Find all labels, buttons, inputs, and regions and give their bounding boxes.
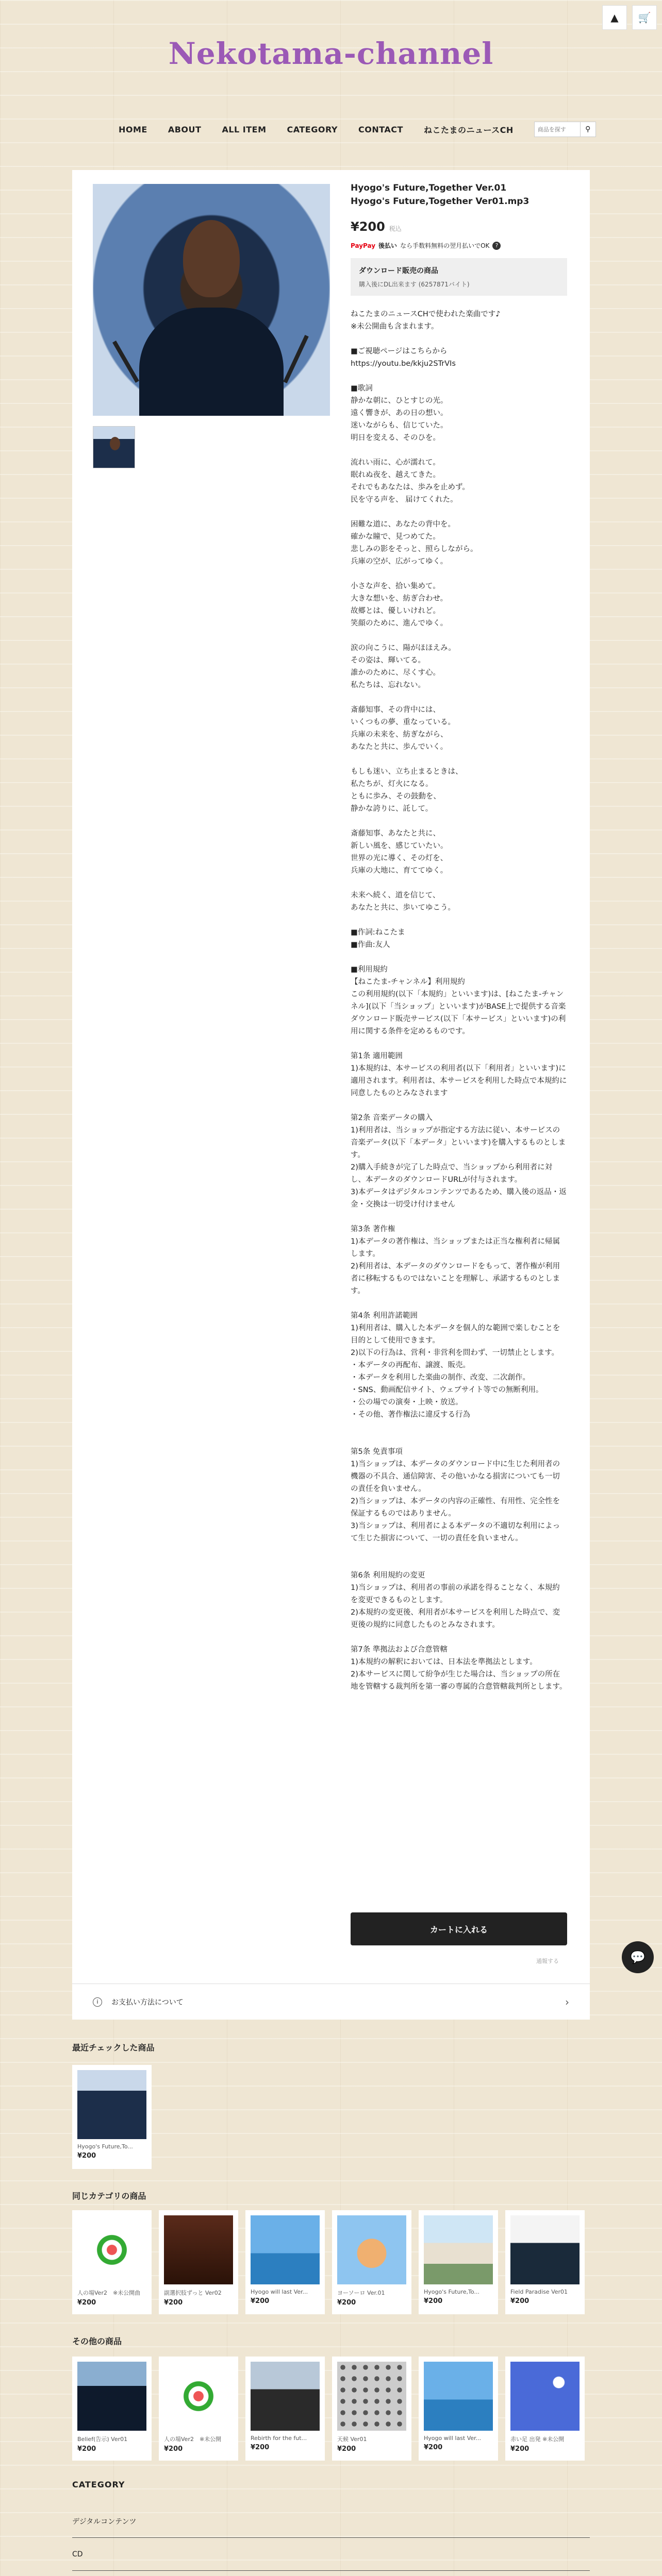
product-image xyxy=(510,2362,580,2431)
product-card-small[interactable] xyxy=(159,2357,238,2461)
report-link[interactable]: 通報する xyxy=(536,1958,559,1964)
product-title: Hyogo's Future,Together Ver.01 Hyogo's Future,Together Ver01.mp3 xyxy=(351,183,529,207)
product-image xyxy=(510,2215,580,2284)
nav-contact[interactable]: CONTACT xyxy=(358,124,403,134)
add-to-cart-button[interactable]: カートに入れる xyxy=(351,1912,567,1945)
image-face xyxy=(183,220,240,297)
category-list xyxy=(72,2505,590,2576)
product-image xyxy=(164,2215,233,2284)
payment-method-row[interactable] xyxy=(72,1984,590,2020)
search-box xyxy=(534,122,596,137)
product-image xyxy=(77,2215,146,2284)
payment-method-label: お支払い方法について xyxy=(111,1998,184,2007)
product-name: Belief(告示) Ver01 xyxy=(77,2436,128,2443)
product-card-small[interactable] xyxy=(332,2210,411,2314)
nav-news-ch[interactable]: ねこたまのニュースCH xyxy=(423,125,514,135)
product-card-small[interactable] xyxy=(505,2210,585,2314)
download-file-info: 購入後にDL出来ます (6257871バイト) xyxy=(359,281,470,288)
product-card-small[interactable] xyxy=(419,2210,498,2314)
product-thumbnail[interactable] xyxy=(93,426,135,468)
product-price: ¥200 xyxy=(251,2444,270,2451)
category-item-digital[interactable]: デジタルコンテンツ xyxy=(72,2505,590,2538)
product-name: 天候 Ver01 xyxy=(337,2436,367,2443)
product-price: ¥200 xyxy=(164,2299,183,2307)
product-price: ¥200 xyxy=(164,2445,183,2453)
info-icon: i xyxy=(93,1997,102,2007)
product-card-small[interactable] xyxy=(245,2357,325,2461)
download-info-box xyxy=(351,258,567,296)
product-card-small[interactable] xyxy=(505,2357,585,2461)
recent-list xyxy=(72,2065,152,2169)
product-card-small[interactable] xyxy=(332,2357,411,2461)
product-image xyxy=(77,2362,146,2431)
product-price: ¥200 xyxy=(251,2297,270,2305)
product-name: 副選択肢ずっと Ver02 xyxy=(164,2290,222,2296)
product-main-image[interactable] xyxy=(93,184,330,416)
nav-all-item[interactable]: ALL ITEM xyxy=(222,124,267,134)
product-card-small[interactable] xyxy=(245,2210,325,2314)
search-icon[interactable]: ⚲ xyxy=(581,122,596,137)
product-card-small[interactable] xyxy=(419,2357,498,2461)
product-name: Hyogo's Future,To... xyxy=(77,2143,133,2150)
paypay-brand: PayPay xyxy=(351,242,376,249)
product-image xyxy=(337,2362,406,2431)
tax-label: 税込 xyxy=(389,225,402,232)
image-mic-right xyxy=(283,335,309,383)
product-card-small[interactable] xyxy=(72,2065,152,2169)
category-title: CATEGORY xyxy=(72,2480,125,2489)
product-price: ¥200 xyxy=(77,2152,96,2160)
product-image xyxy=(251,2362,320,2431)
product-price: ¥200 xyxy=(337,2445,356,2453)
product-card xyxy=(72,170,590,2020)
product-price: ¥200 xyxy=(510,2297,529,2305)
paypay-note: なら手数料無料の翌月払いでOK xyxy=(400,242,490,249)
product-image xyxy=(77,2070,146,2139)
recent-title: 最近チェックした商品 xyxy=(72,2043,155,2053)
global-nav xyxy=(119,122,596,137)
product-price: ¥200 xyxy=(351,219,385,234)
other-products-title: その他の商品 xyxy=(72,2336,122,2346)
help-icon[interactable]: ? xyxy=(492,242,501,250)
product-price: ¥200 xyxy=(424,2297,443,2305)
product-image xyxy=(164,2362,233,2431)
product-image xyxy=(424,2215,493,2284)
product-name: Hyogo's Future,To... xyxy=(424,2289,479,2295)
search-input[interactable] xyxy=(534,122,581,137)
paypay-later-label: 後払い xyxy=(378,242,398,249)
same-category-title: 同じカテゴリの商品 xyxy=(72,2191,146,2201)
same-category-list xyxy=(72,2210,585,2314)
product-name: Field Paradise Ver01 xyxy=(510,2289,568,2295)
nav-about[interactable]: ABOUT xyxy=(168,124,202,134)
cart-icon[interactable]: 🛒 xyxy=(632,5,657,30)
image-figure xyxy=(139,308,284,416)
product-price: ¥200 xyxy=(510,2445,529,2453)
site-header xyxy=(0,0,662,155)
user-icon[interactable]: ▲ xyxy=(602,5,627,30)
nav-home[interactable]: HOME xyxy=(119,124,147,134)
product-card-small[interactable] xyxy=(72,2210,152,2314)
header-icons xyxy=(602,5,657,30)
product-name: ヨーソーロ Ver.01 xyxy=(337,2290,385,2296)
download-title: ダウンロード販売の商品 xyxy=(359,267,438,275)
product-price: ¥200 xyxy=(77,2445,96,2453)
product-name: Rebirth for the fut... xyxy=(251,2435,307,2442)
site-logo[interactable]: Nekotama-channel xyxy=(168,36,494,71)
product-price: ¥200 xyxy=(77,2299,96,2307)
chat-icon[interactable]: 💬 xyxy=(622,1941,654,1973)
product-price: ¥200 xyxy=(424,2444,443,2451)
product-name: Hyogo will last Ver... xyxy=(251,2289,308,2295)
product-card-small[interactable] xyxy=(72,2357,152,2461)
other-products-list xyxy=(72,2357,585,2461)
product-image xyxy=(251,2215,320,2284)
product-name: 人の場Ver2 ※未公開曲 xyxy=(77,2290,141,2296)
image-mic-left xyxy=(112,341,139,383)
product-image xyxy=(424,2362,493,2431)
product-card-small[interactable] xyxy=(159,2210,238,2314)
category-item-goods[interactable] xyxy=(72,2571,590,2576)
thumbnail-face xyxy=(110,437,120,450)
price-row xyxy=(351,219,567,234)
product-image xyxy=(337,2215,406,2284)
paypay-banner xyxy=(351,241,567,250)
category-item-cd[interactable]: CD xyxy=(72,2538,590,2571)
product-name: Hyogo will last Ver... xyxy=(424,2435,482,2442)
product-name: 赤い足 出発 ※未公開 xyxy=(510,2436,565,2443)
nav-category[interactable]: CATEGORY xyxy=(287,124,338,134)
product-name: 人の場Ver2 ※未公開 xyxy=(164,2436,222,2443)
product-info xyxy=(351,181,567,1693)
product-description: ねこたまのニュースCHで使われた楽曲です♪ ※未公開曲も含まれます。 ■ご視聴ページはこちらから https://youtu.be/kkju2STrVIs ■歌詞 静かな朝に、ひとすじの光。 遠く響きが、あの日の想い。 迷いながらも、信じていた。 明日を変える、そのひを。 流れい雨に、心が濡れて。 眠れぬ夜を、越えてきた。 それでもあなたは、歩みを止めず。 民を守る声を、 届けてくれた。 困難な道に、あなたの背中を。 確かな瞳で、見つめてた。 悲しみの影をそっと、照らしながら。 兵庫の空が、広がってゆく。 小さな声を、拾い集めて。 大きな想いを、紡ぎ合わせ。 故郷とは、優しいけれど。 笑顔のために、進んでゆく。 涙の向こうに、陽がほほえみ。 その姿は、輝いてる。 誰かのために、尽くす心。 私たちは、忘れない。 斎藤知事、その背中には、 いくつもの夢、重なっている。 兵庫の未来を、紡ぎながら、 あなたと共に、歩んでいく。 もしも迷い、立ち止まるときは、 私たちが、灯火になる。 ともに歩み、その鼓動を、 静かな誇りに、託して。 斎藤知事、あなたと共に、 新しい風を、感じていたい。 世界の光に導く、その灯を、 兵庫の大地に、育ててゆく。 未来へ続く、道を信じて、 あなたと共に、歩いてゆこう。 ■作詞:ねこたま ■作曲:友人 ■利用規約 【ねこたま-チャンネル】利用規約 この利用規約(以下「本規約」といいます)は、[ねこたま-チャンネル](以下「当ショップ」といいます)がBASE上で提供する音楽ダウンロード販売サービス(以下「本サービス」といいます)の利用に関する条件を定めるものです。 第1条 適用範囲 1)本規約は、本サービスの利用者(以下「利用者」といいます)に適用されます。利用者は、本サービスを利用した時点で本規約に同意したものとみなされます 第2条 音楽データの購入 1)利用者は、当ショップが指定する方法に従い、本サービスの音楽データ(以下「本データ」といいます)を購入するものとします。 2)購入手続きが完了した時点で、当ショップから利用者に対し、本データのダウンロードURLが付与されます。 3)本データはデジタルコンテンツであるため、購入後の返品・返金・交換は一切受け付けません 第3条 著作権 1)本データの著作権は、当ショップまたは正当な権利者に帰属します。 2)利用者は、本データのダウンロードをもって、著作権が利用者に移転するものではないことを理解し、承諾するものとします。 第4条 利用許諾範囲 1)利用者は、購入した本データを個人的な範囲で楽しむことを目的として使用できます。 2)以下の行為は、営利・非営利を問わず、一切禁止とします。 ・本データの再配布、譲渡、販売。 ・本データを利用した楽曲の制作、改変、二次創作。 ・SNS、動画配信サイト、ウェブサイト等での無断利用。 ・公の場での演奏・上映・放送。 ・その他、著作権法に違反する行為 第5条 免責事項 1)当ショップは、本データのダウンロード中に生じた利用者の機器の不具合、通信障害、その他いかなる損害についても一切の責任を負いません。 2)当ショップは、本データの内容の正確性、有用性、完全性を保証するものではありません。 3)当ショップは、利用者による本データの不適切な利用によって生じた損害について、一切の責任を負いません。 第6条 利用規約の変更 1)当ショップは、利用者の事前の承諾を得ることなく、本規約を変更できるものとします。 2)本規約の変更後、利用者が本サービスを利用した時点で、変更後の規約に同意したものとみなされます。 第7条 準拠法および合意管轄 1)本規約の解釈においては、日本法を準拠法とします。 2)本サービスに関して紛争が生じた場合は、当ショップの所在地を管轄する裁判所を第一審の専属的合意管轄裁判所とします。 xyxy=(351,310,567,1691)
chevron-right-icon: › xyxy=(565,1995,569,2008)
product-price: ¥200 xyxy=(337,2299,356,2307)
